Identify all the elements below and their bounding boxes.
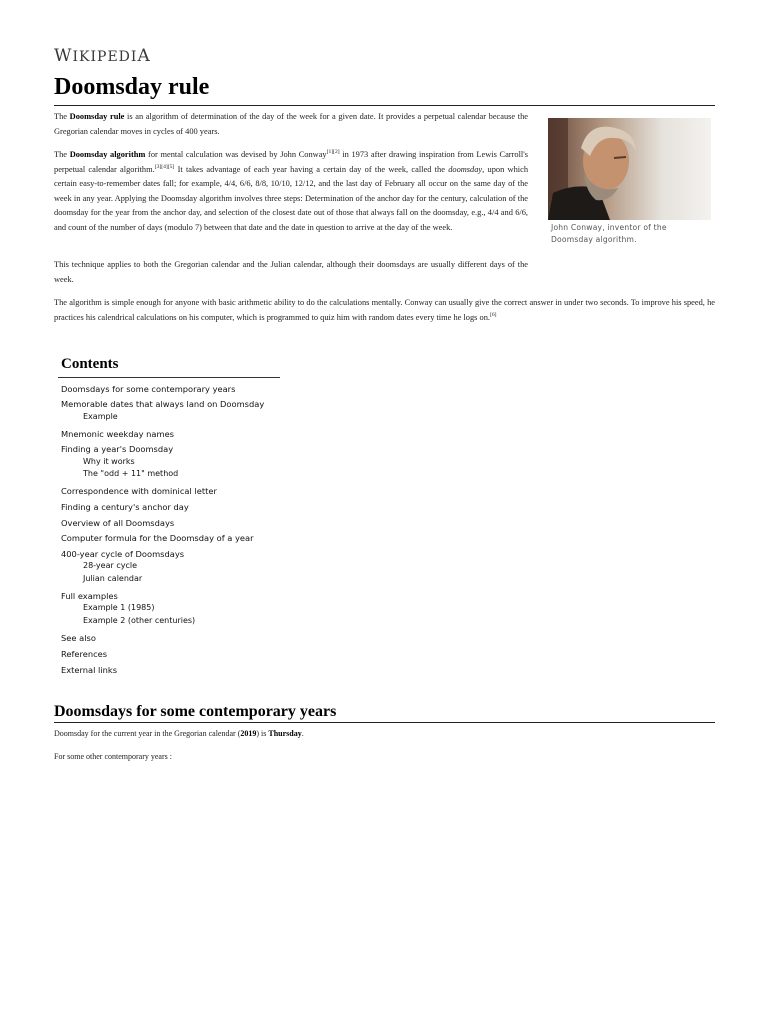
toc-subitem[interactable]: The "odd + 11" method bbox=[83, 469, 179, 478]
toc-subitem[interactable]: Example 2 (other centuries) bbox=[83, 616, 196, 625]
toc-item[interactable]: 400-year cycle of Doomsdays bbox=[61, 549, 185, 559]
toc-item[interactable]: Computer formula for the Doomsday of a year bbox=[61, 533, 254, 543]
intro-paragraph-1: The Doomsday rule is an algorithm of determination of the day of the week for a given date. It provides a perpetual calendar because the Gregorian calendar moves in cycles of 400 years. bbox=[54, 112, 528, 136]
toc-item[interactable]: Overview of all Doomsdays bbox=[61, 518, 175, 528]
other-years-line: For some other contemporary years : bbox=[54, 752, 172, 761]
image-caption: John Conway, inventor of the Doomsday algorithm. bbox=[551, 223, 667, 245]
toc-subitem[interactable]: Julian calendar bbox=[83, 574, 143, 583]
title-divider bbox=[54, 105, 715, 106]
intro-paragraph-4: The algorithm is simple enough for anyone with basic arithmetic ability to do the calculations mentally. Conway can usually give the correct answer in under two seconds. To improve his speed, he practices his calendrical calculations on his computer, which is programmed to quiz him with random dates every time he logs on.[6] bbox=[54, 298, 715, 322]
toc-item[interactable]: References bbox=[61, 649, 108, 659]
toc-item[interactable]: Doomsdays for some contemporary years bbox=[61, 384, 236, 394]
toc-title: Contents bbox=[61, 356, 119, 372]
page-title: Doomsday rule bbox=[54, 74, 210, 100]
toc-subitem[interactable]: Example 1 (1985) bbox=[83, 603, 155, 612]
toc-divider bbox=[58, 377, 280, 378]
toc-subitem[interactable]: Example bbox=[83, 412, 118, 421]
citation-6[interactable]: [6] bbox=[489, 311, 497, 318]
toc-item[interactable]: Finding a year's Doomsday bbox=[61, 444, 174, 454]
john-conway-photo[interactable] bbox=[548, 118, 711, 220]
toc-item[interactable]: Memorable dates that always land on Doomsday bbox=[61, 399, 265, 409]
toc-item[interactable]: See also bbox=[61, 633, 96, 643]
current-year-doomsday-line: Doomsday for the current year in the Gregorian calendar (2019) is Thursday. bbox=[54, 729, 304, 738]
toc-item[interactable]: Correspondence with dominical letter bbox=[61, 486, 217, 496]
toc-item[interactable]: Finding a century's anchor day bbox=[61, 502, 189, 512]
toc-subitem[interactable]: 28-year cycle bbox=[83, 561, 137, 570]
intro-paragraph-3: This technique applies to both the Gregorian calendar and the Julian calendar, although their doomsdays are usually different days of the week. bbox=[54, 260, 528, 284]
citation-3-4-5[interactable]: [3][4][5] bbox=[154, 163, 175, 170]
citation-1-2[interactable]: [1][2] bbox=[326, 149, 340, 156]
toc-item[interactable]: External links bbox=[61, 665, 118, 675]
section-heading: Doomsdays for some contemporary years bbox=[54, 703, 337, 720]
wikipedia-wordmark[interactable]: WIKIPEDIA bbox=[54, 46, 151, 66]
toc-item[interactable]: Mnemonic weekday names bbox=[61, 429, 174, 439]
section-divider bbox=[54, 722, 715, 723]
toc-item[interactable]: Full examples bbox=[61, 591, 118, 601]
intro-paragraph-2: The Doomsday algorithm for mental calculation was devised by John Conway[1][2] in 1973 after drawing inspiration from Lewis Carroll's perpetual calendar algorithm.[3][4][5] It takes advantage of each year having a certain day of the week, called the doomsday, upon which certain easy-to-remember dates fall; for example, 4/4, 6/6, 8/8, 10/10, 12/12, and the last day of February all occur on the same day of the week in any year. Applying the Doomsday algorithm involves three steps: Determination of the anchor day for the century, calculation of the doomsday for the year from the anchor day, and selection of the closest date out of those that always fall on the doomsday, e.g., 4/4 and 6/6, and count of the number of days (modulo 7) between that date and the date in question to arrive at the day of the week. bbox=[54, 149, 529, 232]
toc-subitem[interactable]: Why it works bbox=[83, 457, 135, 466]
